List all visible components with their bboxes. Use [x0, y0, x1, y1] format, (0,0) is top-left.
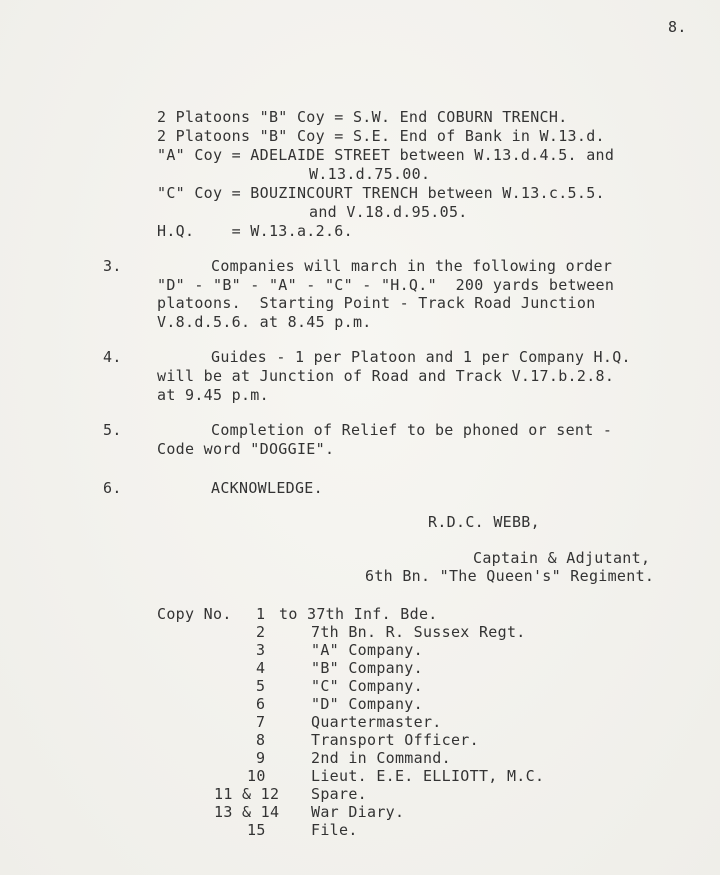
signature-title: Captain & Adjutant,	[473, 549, 651, 567]
copy-recipient: File.	[311, 821, 358, 839]
copy-recipient: to 37th Inf. Bde.	[279, 605, 438, 623]
signature-name: R.D.C. WEBB,	[428, 513, 540, 531]
disposition-line: 2 Platoons "B" Coy = S.E. End of Bank in W.13.d.	[157, 127, 605, 145]
paragraph-number: 4.	[103, 348, 122, 366]
paragraph-line: ACKNOWLEDGE.	[211, 479, 323, 497]
copy-number: 2	[256, 623, 266, 641]
signature-unit: 6th Bn. "The Queen's" Regiment.	[365, 567, 655, 585]
copy-recipient: "D" Company.	[311, 695, 423, 713]
copy-number: 15	[247, 821, 266, 839]
copy-recipient: "C" Company.	[311, 677, 423, 695]
paragraph-line: "D" - "B" - "A" - "C" - "H.Q." 200 yards between	[157, 276, 615, 294]
copy-recipient: Lieut. E.E. ELLIOTT, M.C.	[311, 767, 545, 785]
disposition-line: and V.18.d.95.05.	[309, 203, 468, 221]
copy-number: 6	[256, 695, 266, 713]
paragraph-line: Guides - 1 per Platoon and 1 per Company H.Q.	[211, 348, 631, 366]
disposition-line: 2 Platoons "B" Coy = S.W. End COBURN TRENCH.	[157, 108, 568, 126]
copy-recipient: 2nd in Command.	[311, 749, 451, 767]
paragraph-line: will be at Junction of Road and Track V.17.b.2.8.	[157, 367, 615, 385]
paragraph-line: Code word "DOGGIE".	[157, 440, 335, 458]
paragraph-number: 6.	[103, 479, 122, 497]
copy-number: 11 & 12	[214, 785, 280, 803]
copy-recipient: 7th Bn. R. Sussex Regt.	[311, 623, 526, 641]
paragraph-line: at 9.45 p.m.	[157, 386, 269, 404]
copy-label: Copy No.	[157, 605, 232, 623]
paragraph-number: 3.	[103, 257, 122, 275]
page-number: 8.	[668, 18, 687, 36]
paragraph-number: 5.	[103, 421, 122, 439]
paragraph-line: platoons. Starting Point - Track Road Junction	[157, 294, 596, 312]
copy-number: 10	[247, 767, 266, 785]
copy-number: 4	[256, 659, 266, 677]
paragraph-line: V.8.d.5.6. at 8.45 p.m.	[157, 313, 372, 331]
copy-recipient: "A" Company.	[311, 641, 423, 659]
disposition-line: "C" Coy = BOUZINCOURT TRENCH between W.13.c.5.5.	[157, 184, 605, 202]
copy-number: 3	[256, 641, 266, 659]
copy-recipient: "B" Company.	[311, 659, 423, 677]
copy-recipient: Quartermaster.	[311, 713, 442, 731]
paragraph-line: Companies will march in the following order	[211, 257, 613, 275]
paragraph-line: Completion of Relief to be phoned or sent -	[211, 421, 613, 439]
copy-number: 8	[256, 731, 266, 749]
copy-number: 5	[256, 677, 266, 695]
copy-number: 7	[256, 713, 266, 731]
copy-number: 13 & 14	[214, 803, 280, 821]
copy-recipient: Spare.	[311, 785, 367, 803]
disposition-line: H.Q. = W.13.a.2.6.	[157, 222, 353, 240]
copy-number: 9	[256, 749, 266, 767]
copy-recipient: War Diary.	[311, 803, 405, 821]
disposition-line: "A" Coy = ADELAIDE STREET between W.13.d.4.5. and	[157, 146, 615, 164]
disposition-line: W.13.d.75.00.	[309, 165, 431, 183]
copy-number: 1	[256, 605, 266, 623]
copy-recipient: Transport Officer.	[311, 731, 479, 749]
